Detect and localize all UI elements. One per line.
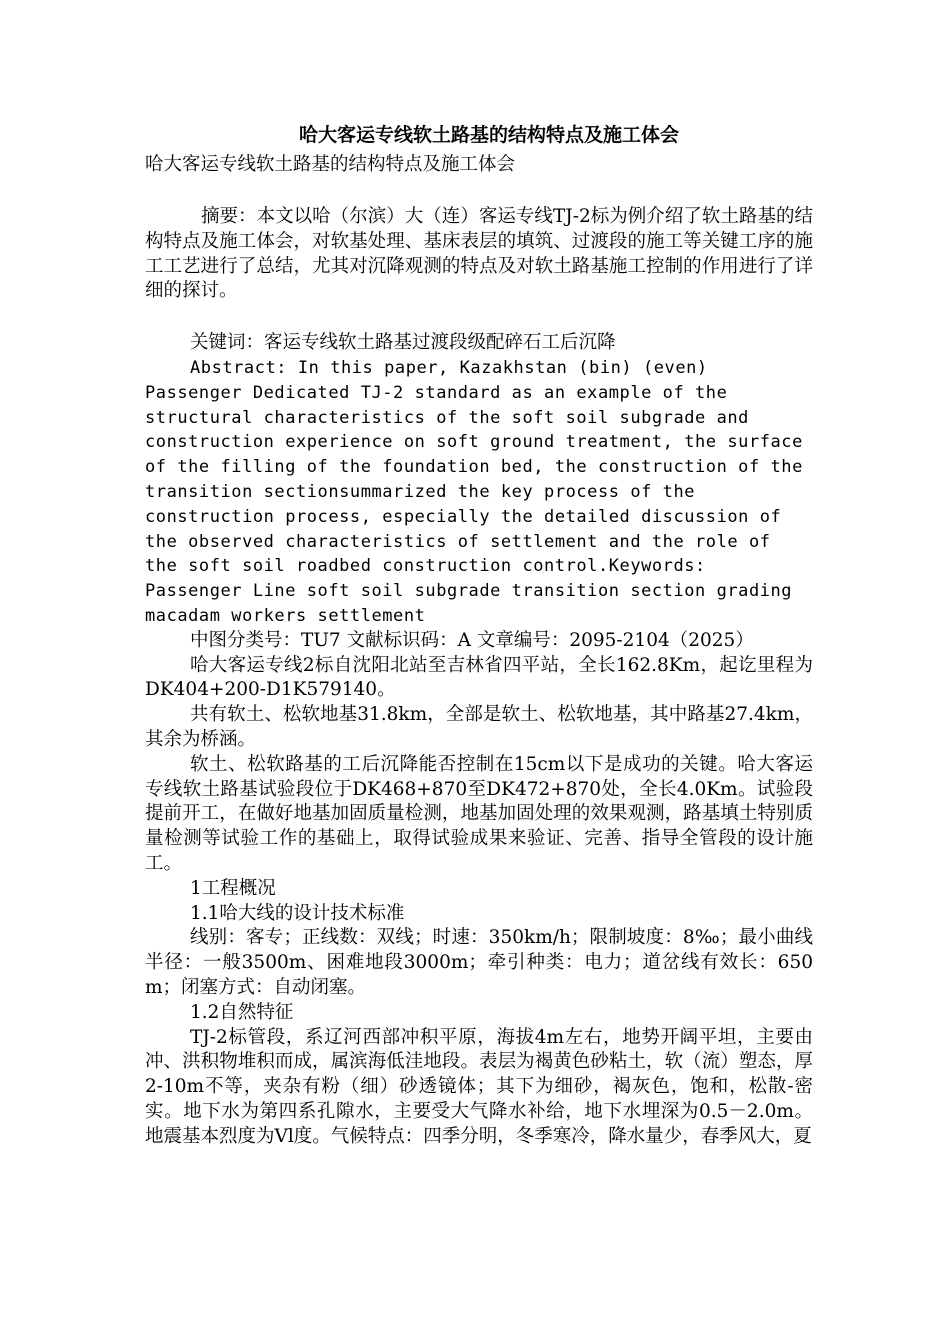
abstract-chinese: 摘要：本文以哈（尔滨）大（连）客运专线TJ-2标为例介绍了软土路基的结构特点及施工体会，对软基处理、基床表层的填筑、过渡段的施工等关键工序的施工工艺进行了总结，尤其对沉降观测的特点及对软土路基施工控制的作用进行了详细的探讨。 — [145, 206, 813, 302]
paragraph-standards: 线别：客专；正线数：双线；时速：350km/h；限制坡度：8‰；最小曲线半径：一般3500m、困难地段3000m；牵引种类：电力；道岔线有效长：650m；闭塞方式：自动闭塞。 — [145, 927, 813, 998]
paragraph-settlement: 软土、松软路基的工后沉降能否控制在15cm以下是成功的关键。哈大客运专线软土路基试验段位于DK468+870至DK472+870处，全长4.0Km。试验段提前开工，在做好地基加固质量检测，地基加固处理的效果观测，路基填土特别质量检测等试验工作的基础上，取得试验成果来验证、完善、指导全管段的设计施工。 — [145, 753, 813, 874]
section-heading-overview: 1工程概况 — [190, 877, 276, 899]
document-page — [145, 118, 813, 1149]
paragraph-soft-soil: 共有软土、松软地基31.8km，全部是软土、松软地基，其中路基27.4km，其余为桥涵。 — [145, 704, 813, 750]
section-heading-standards: 1.1哈大线的设计技术标准 — [190, 902, 405, 924]
abstract-english: Abstract: In this paper, Kazakhstan (bin) (even) Passenger Dedicated TJ-2 standard as an example of the structural characteristics of the soft soil subgrade and construction experience on soft ground treatment, the surface of the filling of the foundation bed, the construction of the transition sectionsummarized the key process of the construction process, especially the detailed discussion of the observed characteristics of settlement and the role of the soft soil roadbed construction control.Keywords: Passenger Line soft soil subgrade transition section grading macadam workers settlement — [145, 357, 803, 626]
paragraph-route: 哈大客运专线2标自沈阳北站至吉林省四平站，全长162.8Km，起讫里程为DK404+200-D1K579140。 — [145, 654, 813, 701]
document-title: 哈大客运专线软土路基的结构特点及施工体会 — [298, 124, 679, 146]
classification-line: 中图分类号：TU7 文献标识码：A 文章编号：2095-2104（2025） — [190, 629, 754, 651]
keywords-chinese: 关键词：客运专线软土路基过渡段级配碎石工后沉降 — [190, 332, 616, 354]
paragraph-natural: TJ-2标管段，系辽河西部冲积平原，海拔4m左右，地势开阔平坦，主要由冲、洪积物堆积而成，属滨海低洼地段。表层为褐黄色砂粘土，软（流）塑态，厚2-10m不等，夹杂有粉（细）砂透镜体；其下为细砂，褐灰色，饱和，松散-密实。地下水为第四系孔隙水，主要受大气降水补给，地下水埋深为0.5－2.0m。地震基本烈度为Vl度。气候特点：四季分明，冬季寒冷，降水量少，春季风大，夏 — [145, 1026, 813, 1147]
document-subtitle: 哈大客运专线软土路基的结构特点及施工体会 — [145, 154, 516, 175]
section-heading-natural: 1.2自然特征 — [190, 1001, 294, 1023]
